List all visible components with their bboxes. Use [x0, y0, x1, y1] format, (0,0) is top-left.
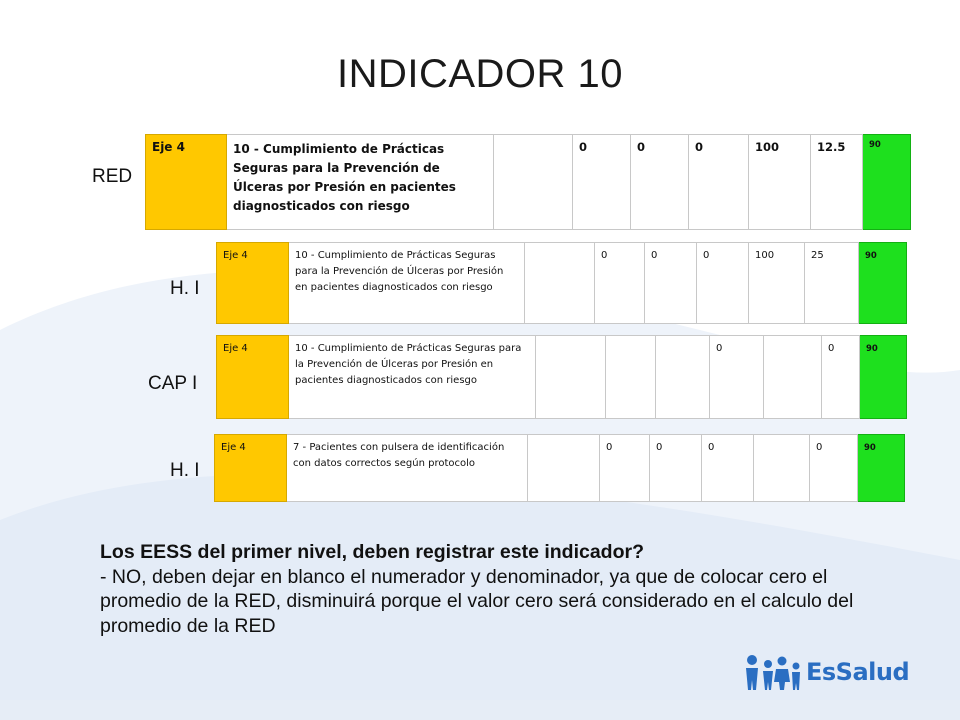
eje-cell: Eje 4	[215, 435, 287, 502]
meta-cell: 90	[858, 435, 905, 502]
value-cell: 0	[710, 336, 764, 419]
indicator-table-hi-2	[214, 434, 905, 502]
value-cell: 0	[822, 336, 860, 419]
label-cap-i: CAP I	[148, 373, 198, 394]
value-cell	[656, 336, 710, 419]
question-answer: - NO, deben dejar en blanco el numerador y denominador, ya que de colocar cero el promedio de la RED, disminuirá porque el valor cero será considerado en el calculo del promedio de la RED	[100, 565, 854, 637]
value-cell	[525, 243, 595, 324]
value-cell: 12.5	[811, 135, 863, 230]
value-cell: 0	[600, 435, 650, 502]
logo-text: EsSalud	[806, 658, 910, 686]
meta-cell: 90	[863, 135, 911, 230]
essalud-logo	[744, 652, 914, 692]
label-hi-1: H. I	[170, 278, 200, 299]
value-cell	[528, 435, 600, 502]
value-cell	[764, 336, 822, 419]
value-cell: 0	[645, 243, 697, 324]
indicator-table-cap-i	[216, 335, 907, 419]
value-cell: 0	[631, 135, 689, 230]
value-cell: 100	[749, 243, 805, 324]
value-cell: 0	[689, 135, 749, 230]
question-block	[100, 540, 880, 638]
label-hi-2: H. I	[170, 460, 200, 481]
eje-cell: Eje 4	[146, 135, 227, 230]
value-cell: 0	[573, 135, 631, 230]
indicator-name-cell: 10 - Cumplimiento de Prácticas Seguras para la Prevención de Úlceras por Presión en pacientes diagnosticados con riesgo	[289, 336, 536, 419]
value-cell: 100	[749, 135, 811, 230]
indicator-table-hi-1	[216, 242, 907, 324]
value-cell: 25	[805, 243, 859, 324]
value-cell: 0	[697, 243, 749, 324]
value-cell: 0	[650, 435, 702, 502]
eje-cell: Eje 4	[217, 243, 289, 324]
indicator-name-cell: 10 - Cumplimiento de Prácticas Seguras para la Prevención de Úlceras por Presión en pacientes diagnosticados con riesgo	[289, 243, 525, 324]
value-cell: 0	[702, 435, 754, 502]
indicator-name-cell: 10 - Cumplimiento de Prácticas Seguras para la Prevención de Úlceras por Presión en pacientes diagnosticados con riesgo	[227, 135, 494, 230]
label-red: RED	[92, 166, 133, 187]
value-cell: 0	[810, 435, 858, 502]
value-cell	[606, 336, 656, 419]
question-title: Los EESS del primer nivel, deben registrar este indicador?	[100, 541, 645, 563]
meta-cell: 90	[859, 243, 907, 324]
family-figures-icon	[744, 652, 804, 692]
indicator-name-cell: 7 - Pacientes con pulsera de identificación con datos correctos según protocolo	[287, 435, 528, 502]
value-cell	[536, 336, 606, 419]
value-cell: 0	[595, 243, 645, 324]
meta-cell: 90	[860, 336, 907, 419]
value-cell	[494, 135, 573, 230]
eje-cell: Eje 4	[217, 336, 289, 419]
value-cell	[754, 435, 810, 502]
slide-title: INDICADOR 10	[336, 52, 624, 96]
indicator-table-red	[145, 134, 911, 230]
